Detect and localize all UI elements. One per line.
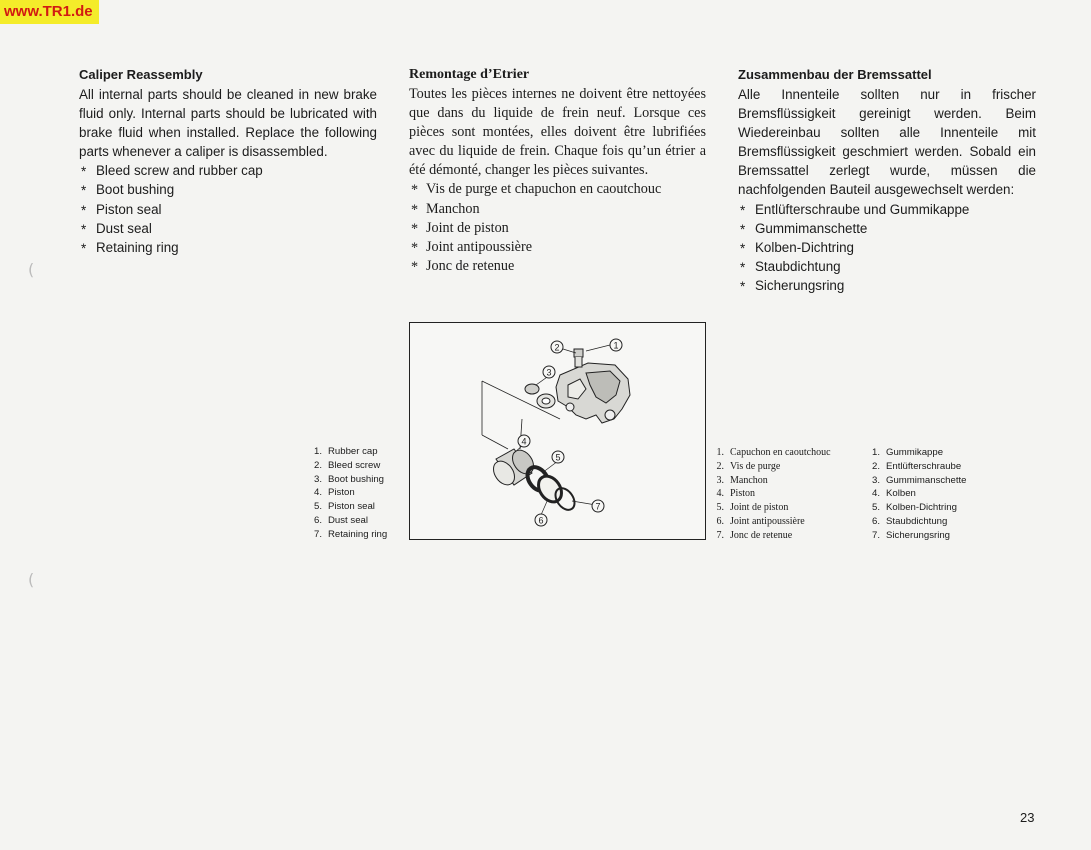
binding-hole-mark: ( [28,570,35,589]
callout-3 [543,366,555,378]
callout-1 [610,339,622,351]
legend-item: 7. Jonc de retenue [716,529,793,541]
legend-item: 5. Piston seal [313,501,375,513]
german-title: Zusammenbau der Bremssattel [738,67,932,82]
list-item: * Retaining ring [79,238,377,257]
legend-item: 6. Staubdichtung [871,515,948,527]
english-body: All internal parts should be cleaned in new brake fluid only. Internal parts should be lubricated with brake fluid when installed. Replace the following parts whenever a caliper is disassembled. [79,87,377,160]
svg-text:3: 3 [546,367,552,378]
french-title: Remontage d’Etrier [409,67,530,82]
list-item: * Manchon [409,200,706,219]
legend-item: 1. Capuchon en caoutchouc [716,447,831,458]
legend-french [708,446,831,543]
legend-item: 7. Sicherungsring [871,529,950,541]
binding-hole-mark: ( [28,260,35,279]
german-parts-list [738,200,1036,295]
callout-6 [535,514,547,526]
list-item: * Bleed screw and rubber cap [79,161,377,180]
list-item: * Kolben-Dichtring [738,238,1036,257]
list-item: * Entlüfterschraube und Gummikappe [738,200,1036,219]
english-parts-list [79,161,377,256]
svg-text:5: 5 [555,452,561,463]
list-item: * Staubdichtung [738,257,1036,276]
list-item: * Sicherungsring [738,276,1036,295]
german-section [738,66,1036,295]
legend-item: 6. Dust seal [313,514,368,526]
legend-item: 2. Entlüfterschraube [871,460,962,472]
english-section [79,66,377,257]
list-item: * Joint antipoussière [409,238,706,257]
legend-item: 5. Joint de piston [716,502,789,514]
legend-english [306,445,387,542]
legend-item: 5. Kolben-Dichtring [871,502,957,514]
legend-item: 7. Retaining ring [313,528,388,540]
legend-item: 3. Gummimanschette [871,474,967,486]
legend-item: 2. Vis de purge [716,460,781,472]
callout-7 [592,500,604,512]
legend-item: 3. Boot bushing [313,473,385,485]
callout-2 [551,341,563,353]
french-body: Toutes les pièces internes ne doivent être nettoyées que dans du liquide de frein neuf. Lorsque ces pièces sont montées, elles doivent être lubrifiées avec du liquide de frein. Chaque fois qu’un étrier a été démonté, changer les pièces suivantes. [409,86,706,179]
page-number: 23 [1020,810,1035,825]
english-title: Caliper Reassembly [79,67,203,82]
caliper-exploded-diagram [409,322,706,540]
list-item: * Gummimanschette [738,219,1036,238]
list-item: * Piston seal [79,200,377,219]
french-parts-list [409,180,706,275]
svg-text:7: 7 [595,501,601,512]
legend-item: 3. Manchon [716,474,768,486]
french-section [409,66,706,276]
svg-text:1: 1 [613,340,619,351]
svg-text:6: 6 [538,515,544,526]
watermark-logo: www.TR1.de [0,0,99,24]
list-item: * Dust seal [79,219,377,238]
legend-item: 1. Gummikappe [871,447,944,458]
svg-text:4: 4 [521,436,527,447]
legend-item: 2. Bleed screw [313,459,381,471]
legend-item: 4. Piston [716,488,756,500]
caliper-body [556,363,630,423]
legend-german [864,446,967,543]
callout-5 [552,451,564,463]
caliper-diagram-svg [410,323,705,539]
bleed-screw [574,349,583,367]
list-item: * Joint de piston [409,219,706,238]
list-item: * Vis de purge et chapuchon en caoutchouc [409,180,706,199]
legend-item: 4. Kolben [871,488,916,500]
legend-item: 6. Joint antipoussière [716,515,805,527]
callout-4 [518,435,530,447]
legend-item: 4. Piston [313,487,355,499]
list-item: * Jonc de retenue [409,257,706,276]
svg-text:2: 2 [554,342,560,353]
list-item: * Boot bushing [79,180,377,199]
german-body: Alle Innenteile sollten nur in frischer Bremsflüssigkeit gereinigt werden. Beim Wiedereinbau sollten alle Innenteile mit Bremsflüssigkeit geschmiert werden. Sobald ein Bremssattel zerlegt wurde, müssen die nachfolgenden Bauteil ausgewechselt werden: [738,87,1036,198]
legend-item: 1. Rubber cap [313,446,378,457]
